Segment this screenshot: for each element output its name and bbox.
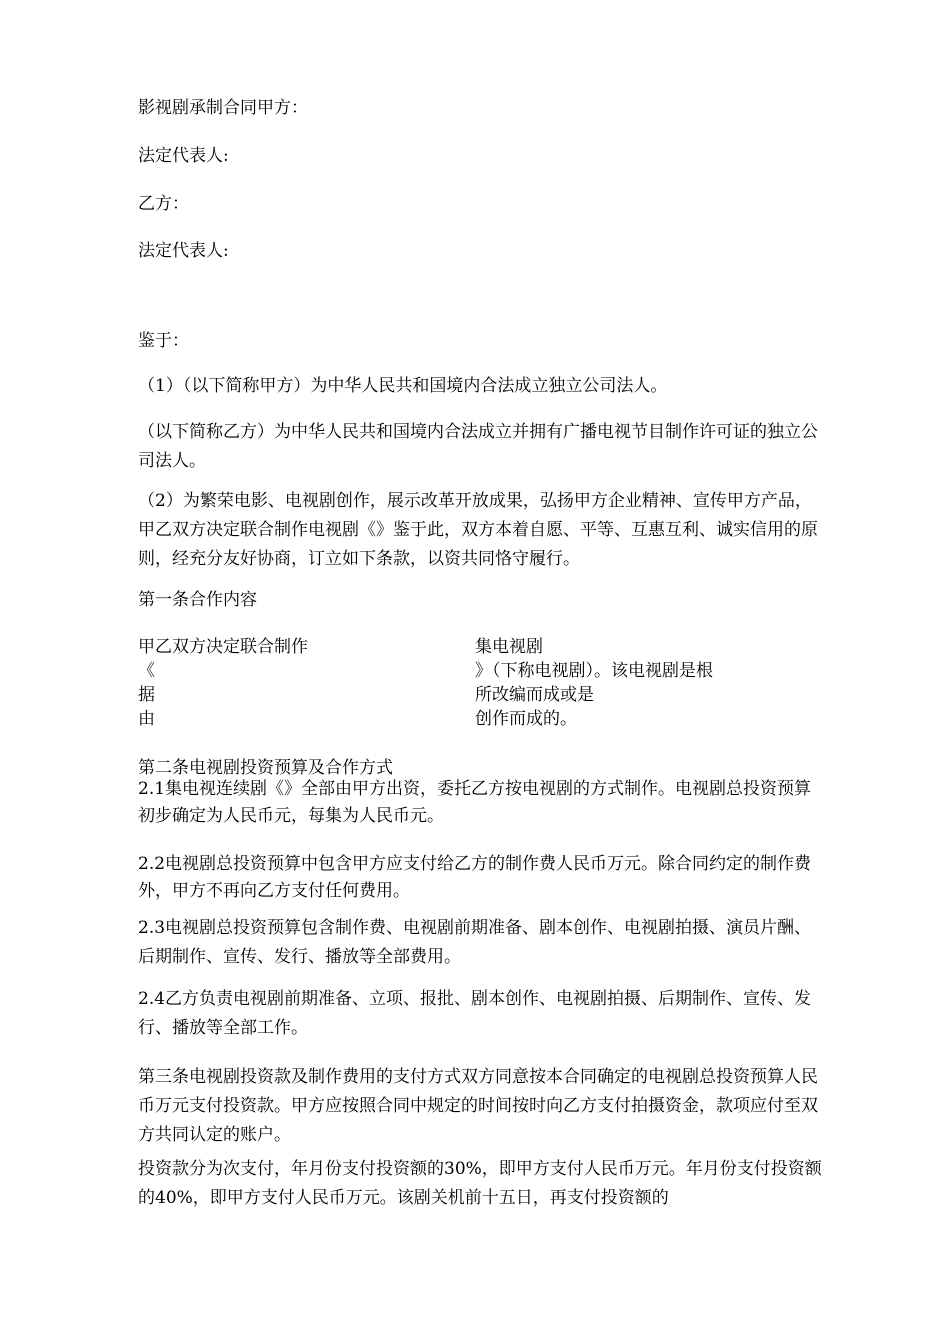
recital-party-b: （以下简称乙方）为中华人民共和国境内合法成立并拥有广播电视节目制作许可证的独立公司法人。 <box>138 422 818 471</box>
article-3: 第三条电视剧投资款及制作费用的支付方式双方同意按本合同确定的电视剧总投资预算人民币万元支付投资款。甲方应按照合同中规定的时间按时向乙方支付拍摄资金，款项应付至双方共同认定的账户。 <box>138 1067 818 1145</box>
whereas-label: 鉴于： <box>138 331 189 351</box>
article-1-right-line: 》（下称电视剧）。该电视剧是根 <box>475 661 713 681</box>
party-b-legal-rep: 法定代表人: <box>138 241 229 261</box>
article-1-heading: 第一条合作内容 <box>138 590 257 610</box>
article-1-right-line: 创作而成的。 <box>475 709 577 729</box>
party-a-legal-rep: 法定代表人: <box>138 146 229 166</box>
article-1-left-line: 甲乙双方决定联合制作 <box>138 637 308 657</box>
article-1-left-line: 由 <box>138 709 155 729</box>
article-1-right-line: 所改编而成或是 <box>475 685 594 705</box>
recital-2: （2）为繁荣电影、电视剧创作，展示改革开放成果，弘扬甲方企业精神、宣传甲方产品，甲乙双方决定联合制作电视剧《》鉴于此，双方本着自愿、平等、互惠互利、诚实信用的原则，经充分友好协商，订立如下条款，以资共同恪守履行。 <box>138 491 818 569</box>
article-2-heading: 第二条电视剧投资预算及合作方式 <box>138 758 393 778</box>
article-1-left-column <box>138 635 308 731</box>
article-1-right-line: 集电视剧 <box>475 637 543 657</box>
article-1-left-line: 据 <box>138 685 155 705</box>
clause-2-3: 2.3电视剧总投资预算包含制作费、电视剧前期准备、剧本创作、电视剧拍摄、演员片酬、后期制作、宣传、发行、播放等全部费用。 <box>138 918 812 967</box>
clause-2-1: 2.1集电视连续剧《》全部由甲方出资，委托乙方按电视剧的方式制作。电视剧总投资预算初步确定为人民币元，每集为人民币元。 <box>138 779 812 826</box>
clause-2-2: 2.2电视剧总投资预算中包含甲方应支付给乙方的制作费人民币万元。除合同约定的制作费外，甲方不再向乙方支付任何费用。 <box>138 854 812 901</box>
article-1-right-column <box>475 635 713 731</box>
recital-1: （1）（以下简称甲方）为中华人民共和国境内合法成立独立公司法人。 <box>138 376 668 396</box>
article-1-left-line: 《 <box>138 661 155 681</box>
article-3-payment: 投资款分为次支付，年月份支付投资额的30%，即甲方支付人民币万元。年月份支付投资额的40%，即甲方支付人民币万元。该剧关机前十五日，再支付投资额的 <box>138 1159 822 1208</box>
contract-title-party-a: 影视剧承制合同甲方： <box>138 98 308 118</box>
party-b-label: 乙方： <box>138 194 189 214</box>
clause-2-4: 2.4乙方负责电视剧前期准备、立项、报批、剧本创作、电视剧拍摄、后期制作、宣传、发行、播放等全部工作。 <box>138 989 812 1038</box>
